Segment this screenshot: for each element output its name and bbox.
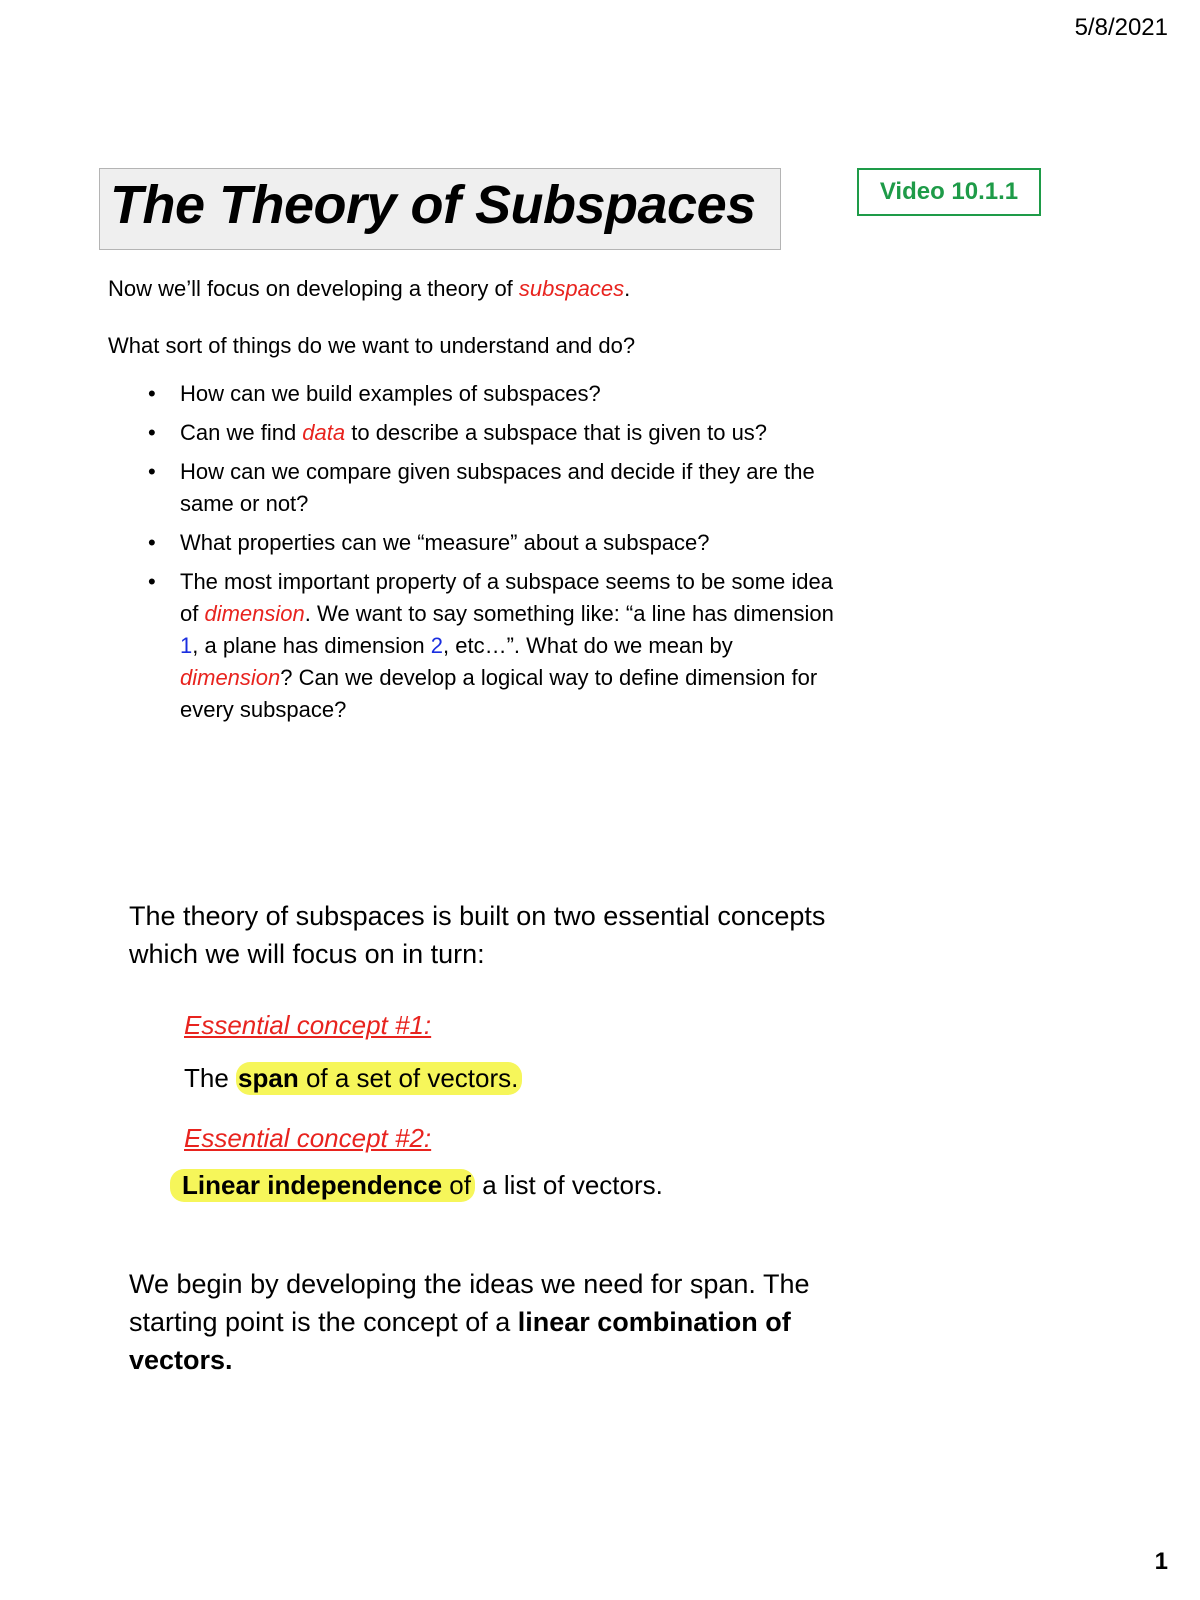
bullet-text: The most important property of a subspace seems to be some idea of xyxy=(180,569,833,626)
closing-text: We begin by developing the ideas we need for span. The starting point is the concept of a xyxy=(129,1269,810,1337)
bullet-text: , a plane has dimension xyxy=(192,633,431,658)
bullet-term: dimension xyxy=(180,665,281,690)
page-number: 1 xyxy=(1154,1548,1168,1575)
bullet-text: What properties can we “measure” about a subspace? xyxy=(180,530,710,555)
bullet-number: 2 xyxy=(430,633,443,658)
question-paragraph: What sort of things do we want to understand and do? xyxy=(108,333,636,358)
bullet-number: 1 xyxy=(180,633,193,658)
intro-paragraph xyxy=(108,276,630,302)
concept1-rest: of a set of vectors. xyxy=(298,1063,519,1093)
list-item xyxy=(142,456,850,520)
concept2-heading: Essential concept #2: xyxy=(184,1123,432,1153)
closing-bold: linear combination of vectors. xyxy=(129,1307,791,1375)
bullet-icon: • xyxy=(148,459,156,484)
bullet-text: How can we build examples of subspaces? xyxy=(180,381,601,406)
bullet-icon: • xyxy=(148,420,156,445)
intro-text: Now we’ll focus on developing a theory of xyxy=(108,276,519,301)
concept2-of: of xyxy=(442,1170,471,1200)
concept2-term: Linear independence xyxy=(182,1170,443,1200)
bullet-term: data xyxy=(302,420,346,445)
list-item xyxy=(142,417,850,449)
bullet-term: dimension xyxy=(204,601,305,626)
concept1-heading: Essential concept #1: xyxy=(184,1010,432,1040)
list-item xyxy=(142,378,850,410)
concept2-highlight xyxy=(170,1169,475,1202)
bullet-text: How can we compare given subspaces and decide if they are the same or not? xyxy=(180,459,815,516)
concept1-term: span xyxy=(238,1063,299,1093)
bullet-text: . We want to say something like: “a line has dimension xyxy=(304,601,834,626)
intro-end: . xyxy=(624,276,631,301)
list-item xyxy=(142,566,850,726)
bullet-icon: • xyxy=(148,530,156,555)
bullet-text: to describe a subspace that is given to us? xyxy=(345,420,768,445)
concept2-text xyxy=(184,1170,663,1201)
date: 5/8/2021 xyxy=(1074,14,1168,41)
concept1-pre: The xyxy=(184,1063,237,1093)
page-title: The Theory of Subspaces xyxy=(110,175,756,235)
bullet-icon: • xyxy=(148,569,156,594)
theory-paragraph: The theory of subspaces is built on two essential concepts which we will focus on in turn: xyxy=(129,901,826,969)
intro-term: subspaces xyxy=(518,276,625,301)
bullet-icon: • xyxy=(148,381,156,406)
concept1-text xyxy=(184,1063,522,1094)
concept2-rest: a list of vectors. xyxy=(475,1170,663,1200)
concept1-highlight xyxy=(236,1062,522,1095)
bullet-text: Can we find xyxy=(180,420,303,445)
bullet-text: , etc…”. What do we mean by xyxy=(443,633,733,658)
bullet-text: ? Can we develop a logical way to define dimension for every subspace? xyxy=(180,665,818,722)
title-box xyxy=(99,168,781,250)
video-label: Video 10.1.1 xyxy=(857,168,1041,216)
list-item xyxy=(142,527,850,559)
closing-paragraph xyxy=(129,1265,869,1379)
question-list xyxy=(142,378,850,733)
